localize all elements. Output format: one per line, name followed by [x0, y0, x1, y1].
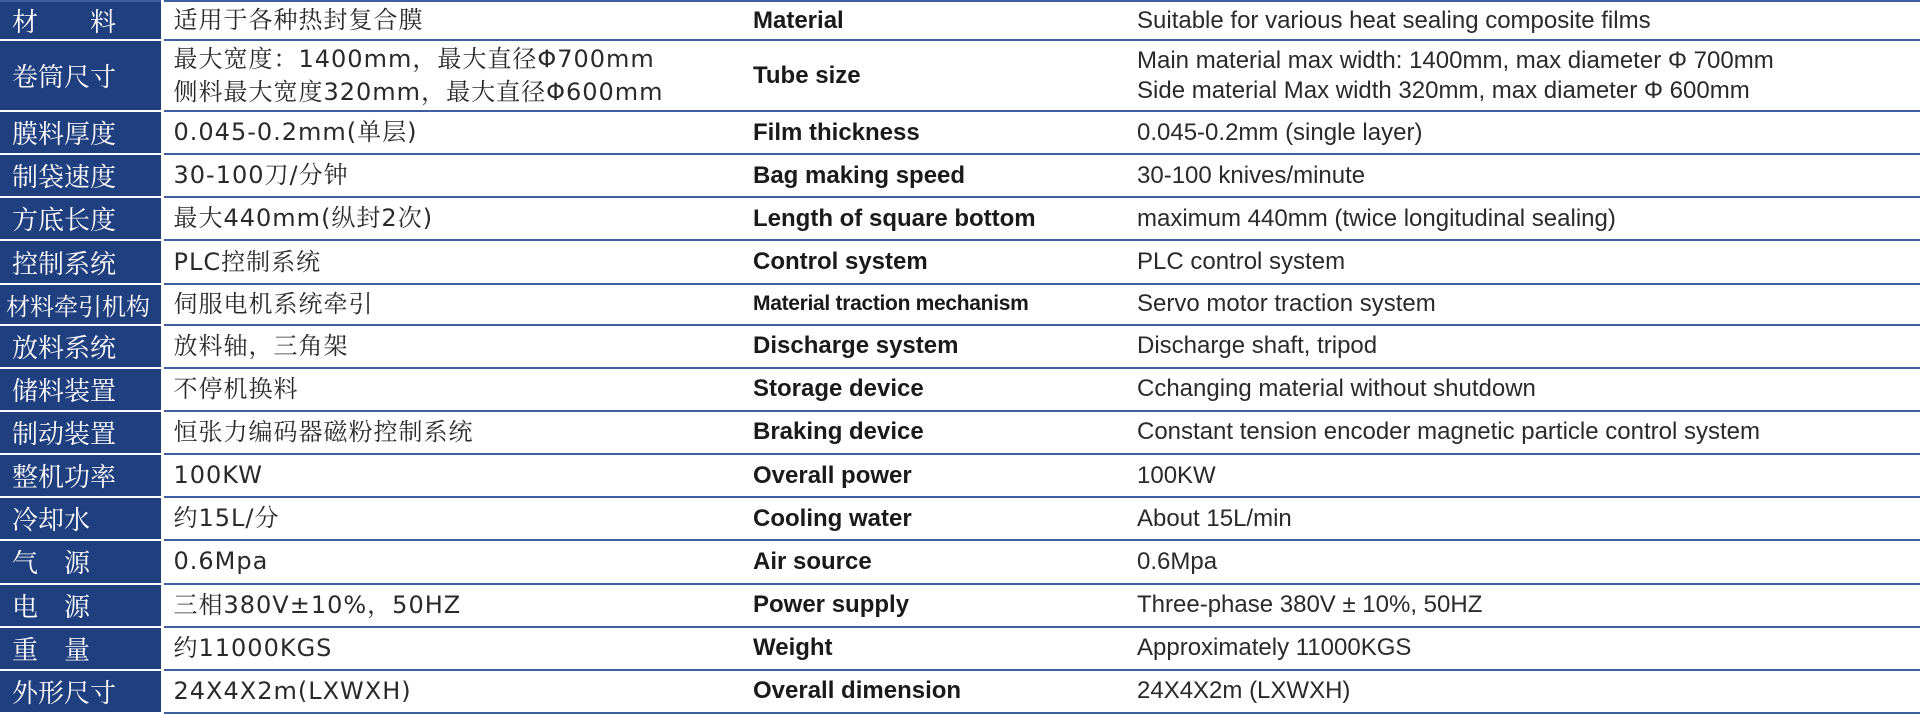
cn-value: PLC控制系统 [173, 247, 322, 276]
en-value-cell [1119, 584, 1920, 627]
cn-value: 适用于各种热封复合膜 [173, 6, 424, 34]
cn-value-cell [162, 40, 737, 111]
en-value-cell [1119, 497, 1920, 540]
en-label: Braking device [753, 418, 924, 446]
cn-value: 最大440mm(纵封2次) [173, 204, 434, 233]
spec-table-body [0, 1, 1920, 713]
en-value: Cchanging material without shutdown [1137, 375, 1536, 403]
cn-value-cell [162, 284, 737, 325]
spec-row [0, 154, 1920, 197]
en-label-cell [737, 325, 1119, 368]
cn-value-line-2: 侧料最大宽度320mm，最大直径Φ600mm [173, 77, 664, 106]
cn-value: 三相380V±10%，50HZ [173, 590, 462, 619]
en-value-cell [1119, 627, 1920, 670]
cn-label-cell [0, 111, 162, 154]
en-value: Constant tension encoder magnetic particle control system [1137, 418, 1760, 446]
en-label-cell [737, 197, 1119, 240]
cn-value: 0.045-0.2mm(单层) [173, 118, 418, 147]
cn-label-cell [0, 284, 162, 325]
en-value-cell [1119, 40, 1920, 111]
en-label: Weight [753, 634, 833, 662]
cn-label: 控制系统 [12, 249, 117, 280]
cn-value: 恒张力编码器磁粉控制系统 [173, 417, 474, 446]
en-label-cell [737, 368, 1119, 411]
en-label: Air source [753, 547, 872, 575]
cn-value: 100KW [173, 461, 263, 490]
en-label: Control system [753, 248, 928, 276]
cn-value: 24X4X2m(LXWXH) [173, 676, 412, 705]
en-value-cell [1119, 411, 1920, 454]
en-label-cell [737, 111, 1119, 154]
cn-value-cell [162, 627, 737, 670]
cn-label: 膜料厚度 [12, 120, 117, 151]
spec-row [0, 1, 1920, 40]
cn-label-cell [0, 197, 162, 240]
en-label: Cooling water [753, 504, 912, 532]
en-value: maximum 440mm (twice longitudinal sealing) [1137, 204, 1616, 232]
en-label-cell [737, 411, 1119, 454]
cn-value: 约15L/分 [173, 504, 280, 533]
en-value: 30-100 knives/minute [1137, 161, 1366, 189]
en-value-cell [1119, 1, 1920, 40]
cn-label: 材 料 [12, 8, 117, 38]
en-label-cell [737, 1, 1119, 40]
cn-label: 材料牵引机构 [6, 292, 150, 321]
en-value: About 15L/min [1137, 504, 1292, 532]
spec-row [0, 197, 1920, 240]
cn-value: 0.6Mpa [173, 547, 269, 576]
cn-value-cell [162, 584, 737, 627]
en-label: Material [753, 6, 844, 34]
spec-row [0, 325, 1920, 368]
en-value-cell [1119, 284, 1920, 325]
cn-value-cell [162, 1, 737, 40]
spec-row [0, 411, 1920, 454]
en-label: Material traction mechanism [753, 292, 1029, 316]
en-value-cell [1119, 540, 1920, 583]
en-value: Suitable for various heat sealing composite films [1137, 6, 1651, 34]
spec-row [0, 497, 1920, 540]
cn-label: 冷却水 [12, 506, 91, 537]
en-label-cell [737, 454, 1119, 497]
cn-label: 方底长度 [12, 206, 117, 237]
cn-label-cell [0, 627, 162, 670]
spec-row [0, 368, 1920, 411]
cn-value-cell [162, 154, 737, 197]
en-label: Film thickness [753, 118, 920, 146]
cn-label-cell [0, 325, 162, 368]
en-value: Approximately 11000KGS [1137, 634, 1412, 662]
cn-label: 制袋速度 [12, 163, 117, 194]
cn-label: 放料系统 [12, 333, 117, 364]
en-value: 0.6Mpa [1137, 547, 1218, 575]
cn-value-cell [162, 240, 737, 283]
en-label-cell [737, 584, 1119, 627]
cn-label-cell [0, 240, 162, 283]
spec-row [0, 584, 1920, 627]
cn-value-cell [162, 197, 737, 240]
en-label: Storage device [753, 375, 924, 403]
en-value: PLC control system [1137, 248, 1346, 276]
en-label: Power supply [753, 591, 910, 619]
cn-value-cell [162, 454, 737, 497]
cn-label-cell [0, 368, 162, 411]
en-value-line-1: Main material max width: 1400mm, max diameter Φ 700mm [1137, 46, 1774, 74]
cn-label-cell [0, 670, 162, 713]
spec-row [0, 240, 1920, 283]
spec-row [0, 284, 1920, 325]
en-label: Tube size [753, 61, 861, 89]
cn-label-cell [0, 584, 162, 627]
en-value: 24X4X2m (LXWXH) [1137, 677, 1351, 705]
cn-value: 不停机换料 [173, 374, 299, 403]
cn-value-cell [162, 670, 737, 713]
spec-row [0, 670, 1920, 713]
en-value-cell [1119, 154, 1920, 197]
cn-value-cell [162, 411, 737, 454]
spec-row [0, 454, 1920, 497]
cn-value-cell [162, 111, 737, 154]
cn-label-cell [0, 454, 162, 497]
en-label-cell [737, 670, 1119, 713]
en-value-line-2: Side material Max width 320mm, max diameter Φ 600mm [1137, 76, 1750, 104]
cn-label-cell [0, 411, 162, 454]
cn-value-cell [162, 325, 737, 368]
spec-row [0, 540, 1920, 583]
en-value-cell [1119, 325, 1920, 368]
en-label: Overall dimension [753, 677, 962, 705]
cn-label: 整机功率 [12, 463, 117, 494]
en-value-cell [1119, 111, 1920, 154]
en-value: 100KW [1137, 461, 1216, 489]
en-label-cell [737, 627, 1119, 670]
cn-value-cell [162, 540, 737, 583]
en-label-cell [737, 540, 1119, 583]
en-value: Discharge shaft, tripod [1137, 332, 1378, 360]
en-value: 0.045-0.2mm (single layer) [1137, 118, 1423, 146]
en-value-cell [1119, 368, 1920, 411]
cn-label-cell [0, 1, 162, 40]
en-label: Discharge system [753, 332, 959, 360]
cn-label: 制动装置 [12, 419, 117, 450]
cn-value: 30-100刀/分钟 [173, 161, 349, 190]
spec-row [0, 40, 1920, 111]
cn-value: 约11000KGS [173, 633, 333, 662]
en-label-cell [737, 40, 1119, 111]
cn-value-cell [162, 497, 737, 540]
en-label-cell [737, 154, 1119, 197]
en-label: Length of square bottom [753, 204, 1036, 232]
cn-label: 重 量 [12, 635, 91, 666]
en-label-cell [737, 497, 1119, 540]
spec-row [0, 111, 1920, 154]
en-value-cell [1119, 240, 1920, 283]
en-label: Overall power [753, 461, 912, 489]
en-label: Bag making speed [753, 161, 966, 189]
en-value-cell [1119, 670, 1920, 713]
spec-row [0, 627, 1920, 670]
cn-label: 电 源 [12, 592, 91, 623]
cn-label-cell [0, 497, 162, 540]
cn-value-cell [162, 368, 737, 411]
en-value-cell [1119, 454, 1920, 497]
en-value-cell [1119, 197, 1920, 240]
cn-label-cell [0, 154, 162, 197]
cn-label: 储料装置 [12, 376, 117, 407]
cn-value: 伺服电机系统牵引 [173, 289, 374, 318]
en-value: Three-phase 380V ± 10%, 50HZ [1137, 591, 1483, 619]
cn-label: 卷筒尺寸 [12, 63, 117, 93]
en-label-cell [737, 284, 1119, 325]
cn-label-cell [0, 540, 162, 583]
en-label-cell [737, 240, 1119, 283]
cn-label: 外形尺寸 [12, 678, 117, 709]
cn-value: 放料轴，三角架 [173, 331, 349, 360]
cn-label: 气 源 [12, 549, 91, 580]
cn-label-cell [0, 40, 162, 111]
en-value: Servo motor traction system [1137, 290, 1436, 318]
cn-value-line-1: 最大宽度：1400mm，最大直径Φ700mm [173, 44, 655, 73]
